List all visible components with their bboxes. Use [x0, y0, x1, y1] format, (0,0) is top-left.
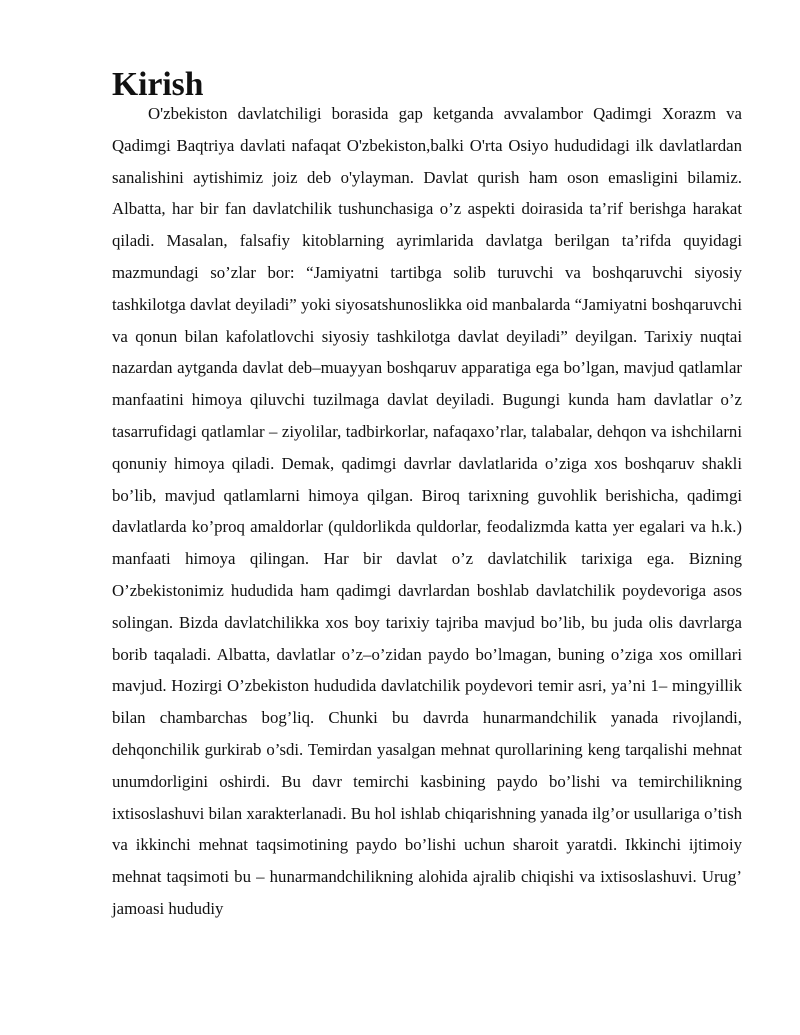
section-heading: Kirish	[112, 66, 204, 103]
document-body	[112, 66, 742, 925]
body-paragraph: O'zbekiston davlatchiligi borasida gap ketganda avvalambor Qadimgi Xorazm va Qadimgi Baqtriya davlati nafaqat O'zbekiston,balki O'rta Osiyo hududidagi ilk davlatlardan sanalishini aytishimiz joiz deb o'ylayman. Davlat qurish ham oson emasligini bilamiz. Albatta, har bir fan davlatchilik tushunchasiga o’z aspekti doirasida ta’rif berishga harakat qiladi. Masalan, falsafiy kitoblarning ayrimlarida davlatga berilgan ta’rifda quyidagi mazmundagi so’zlar bor: “Jamiyatni tartibga solib turuvchi va boshqaruvchi siyosiy tashkilotga davlat deyiladi” yoki siyosatshunoslikka oid manbalarda “Jamiyatni boshqaruvchi va qonun bilan kafolatlovchi siyosiy tashkilotga davlat deyiladi” deyilgan. Tarixiy nuqtai nazardan aytganda davlat deb–muayyan boshqaruv apparatiga ega bo’lgan, mavjud qatlamlar manfaatini himoya qiluvchi tuzilmaga davlat deyiladi. Bugungi kunda ham davlatlar o’z tasarrufidagi qatlamlar – ziyolilar, tadbirkorlar, nafaqaxo’rlar, talabalar, dehqon va ishchilarni qonuniy himoya qiladi. Demak, qadimgi davrlar davlatlarida o’ziga xos boshqaruv shakli bo’lib, mavjud qatlamlarni himoya qilgan. Biroq tarixning guvohlik berishicha, qadimgi davlatlarda ko’proq amaldorlar (quldorlikda quldorlar, feodalizmda katta yer egalari va h.k.) manfaati himoya qilingan. Har bir davlat o’z davlatchilik tarixiga ega. Bizning O’zbekistonimiz hududida ham qadimgi davrlardan boshlab davlatchilik poydevoriga asos solingan. Bizda davlatchilikka xos boy tarixiy tajriba mavjud bo’lib, bu juda olis davrlarga borib taqaladi. Albatta, davlatlar o’z–o’zidan paydo bo’lmagan, buning o’ziga xos omillari mavjud. Hozirgi O’zbekiston hududida davlatchilik poydevori temir asri, ya’ni 1– mingyillik bilan chambarchas bog’liq. Chunki bu davrda hunarmandchilik yanada rivojlandi, dehqonchilik gurkirab o’sdi. Temirdan yasalgan mehnat qurollarining keng tarqalishi mehnat unumdorligini oshirdi. Bu davr temirchi kasbining paydo bo’lishi va temirchilikning ixtisoslashuvi bilan xarakterlanadi. Bu hol ishlab chiqarishning yanada ilg’or usullariga o’tish va ikkinchi mehnat taqsimotining paydo bo’lishi uchun sharoit yaratdi. Ikkinchi ijtimoiy mehnat taqsimoti bu – hunarmandchilikning alohida ajralib chiqishi va ixtisoslashuvi. Urug’ jamoasi hududiy	[112, 104, 742, 918]
